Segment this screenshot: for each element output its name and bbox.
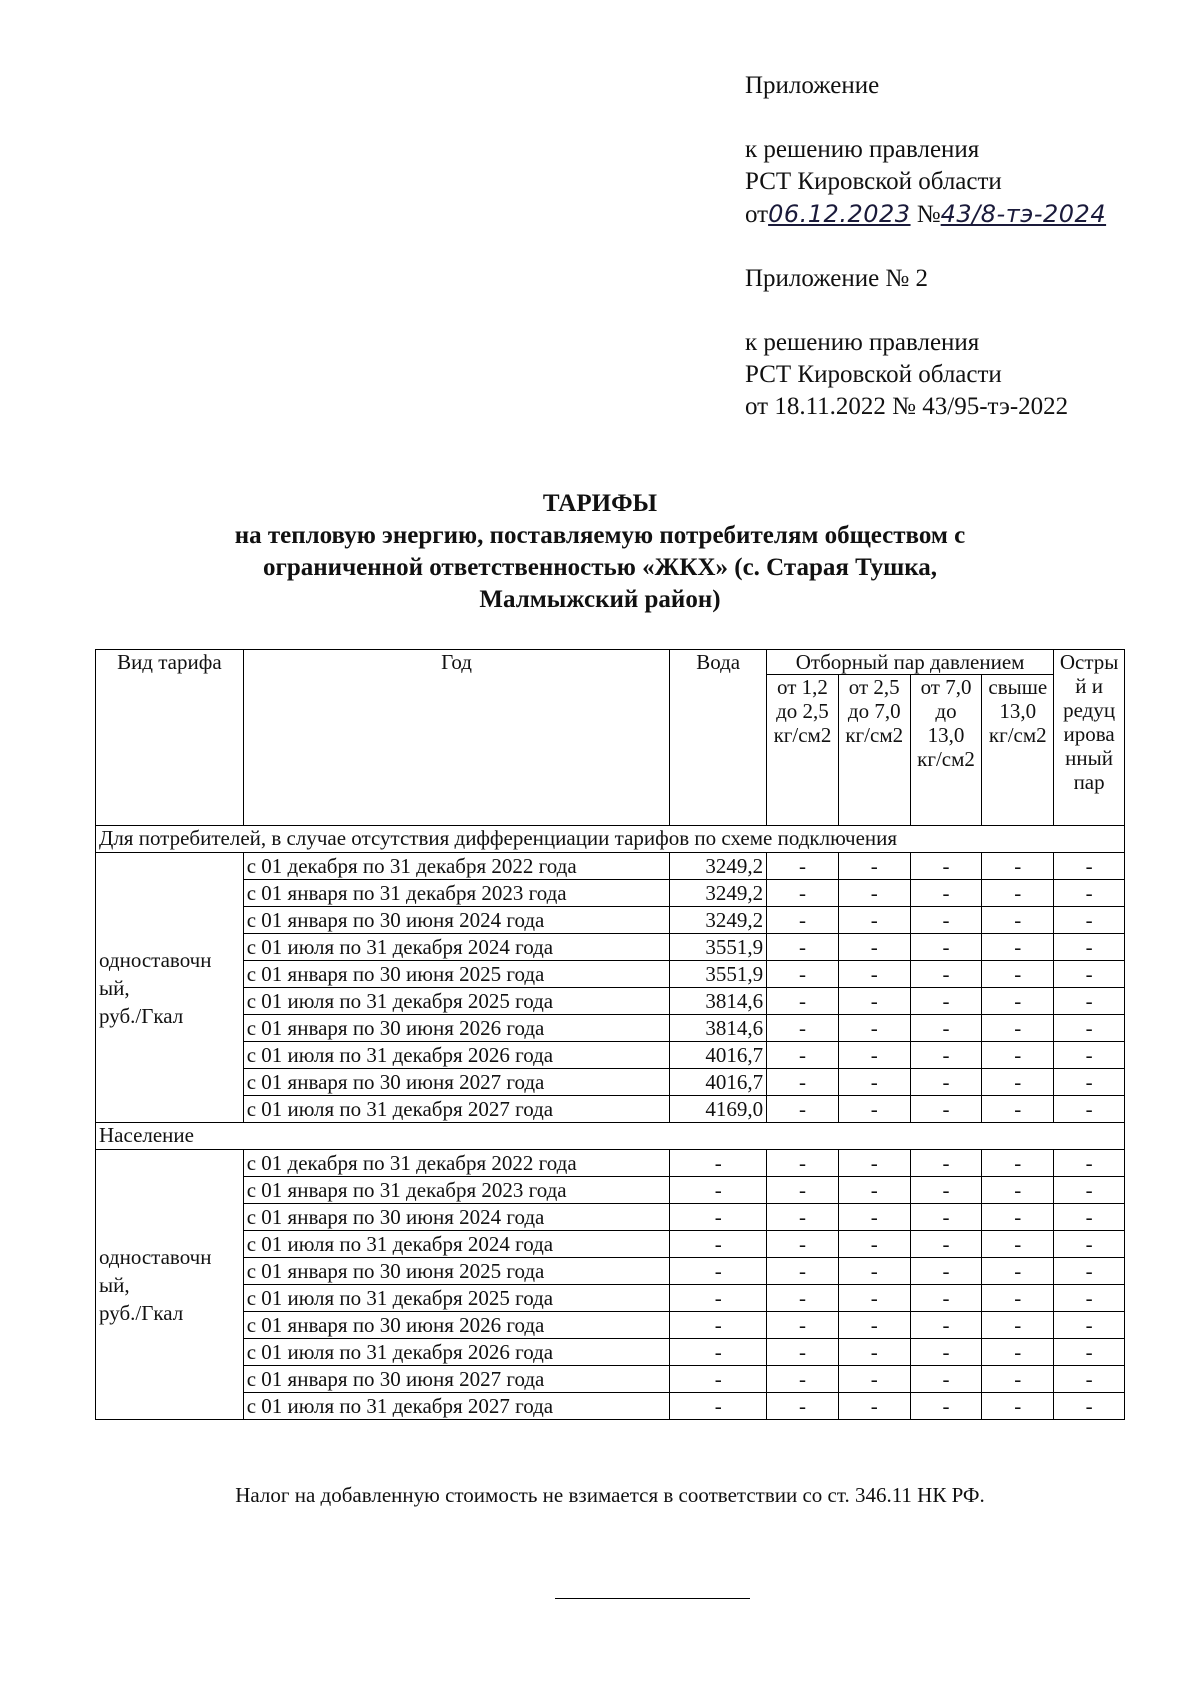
pressure-4-cell: -: [982, 961, 1054, 988]
pressure-3-cell: -: [910, 1231, 982, 1258]
pressure-1-cell: -: [767, 1366, 839, 1393]
water-cell: -: [670, 1366, 767, 1393]
section-all-consumers: [96, 826, 1125, 1123]
pressure-3-cell: -: [910, 961, 982, 988]
sharp-steam-cell: -: [1054, 1150, 1125, 1177]
sharp-steam-cell: -: [1054, 1204, 1125, 1231]
title-line-3: Малмыжский район): [479, 586, 721, 613]
pressure-3-cell: -: [910, 1204, 982, 1231]
sharp-steam-cell: -: [1054, 1258, 1125, 1285]
authority-line-2: РСТ Кировской области: [745, 361, 1002, 388]
water-cell: 4169,0: [670, 1096, 767, 1123]
water-cell: -: [670, 1258, 767, 1285]
table-row: [96, 961, 1125, 988]
section-title: Население: [96, 1123, 1125, 1150]
pressure-1-cell: -: [767, 1312, 839, 1339]
pressure-2-cell: -: [838, 1339, 910, 1366]
table-row: [96, 1096, 1125, 1123]
pressure-3-cell: -: [910, 934, 982, 961]
water-cell: -: [670, 1177, 767, 1204]
pressure-3-cell: -: [910, 1285, 982, 1312]
period-cell: с 01 января по 30 июня 2024 года: [243, 1204, 670, 1231]
pressure-1-cell: -: [767, 880, 839, 907]
period-cell: с 01 июля по 31 декабря 2026 года: [243, 1339, 670, 1366]
pressure-1-cell: -: [767, 1339, 839, 1366]
pressure-4-cell: -: [982, 1204, 1054, 1231]
pressure-4-cell: -: [982, 1150, 1054, 1177]
table-row: [96, 1393, 1125, 1420]
sharp-steam-cell: -: [1054, 880, 1125, 907]
header-sharp-reduced-steam: Остры й и редуц ирова нный пар: [1054, 650, 1125, 826]
pressure-1-cell: -: [767, 1231, 839, 1258]
pressure-2-cell: -: [838, 1258, 910, 1285]
water-cell: -: [670, 1393, 767, 1420]
water-cell: -: [670, 1231, 767, 1258]
period-cell: с 01 января по 31 декабря 2023 года: [243, 1177, 670, 1204]
pressure-3-cell: -: [910, 1015, 982, 1042]
pressure-4-cell: -: [982, 1231, 1054, 1258]
header-tariff-kind: Вид тарифа: [96, 650, 244, 826]
handwritten-date: 06.12.2023: [768, 200, 911, 228]
pressure-2-cell: -: [838, 907, 910, 934]
pressure-2-cell: -: [838, 1015, 910, 1042]
pressure-4-cell: -: [982, 1096, 1054, 1123]
pressure-4-cell: -: [982, 934, 1054, 961]
pressure-4-cell: -: [982, 907, 1054, 934]
pressure-3-cell: -: [910, 1150, 982, 1177]
period-cell: с 01 июля по 31 декабря 2026 года: [243, 1042, 670, 1069]
pressure-2-cell: -: [838, 1393, 910, 1420]
pressure-4-cell: -: [982, 988, 1054, 1015]
sharp-steam-cell: -: [1054, 1231, 1125, 1258]
decision-date-line: [745, 198, 1185, 231]
period-cell: с 01 июля по 31 декабря 2024 года: [243, 934, 670, 961]
table-row: [96, 880, 1125, 907]
pressure-2-cell: -: [838, 1069, 910, 1096]
water-cell: 4016,7: [670, 1042, 767, 1069]
period-cell: с 01 января по 31 декабря 2023 года: [243, 880, 670, 907]
pressure-2-cell: -: [838, 934, 910, 961]
header-water: Вода: [670, 650, 767, 826]
period-cell: с 01 декабря по 31 декабря 2022 года: [243, 1150, 670, 1177]
period-cell: с 01 июля по 31 декабря 2024 года: [243, 1231, 670, 1258]
pressure-3-cell: -: [910, 1312, 982, 1339]
pressure-2-cell: -: [838, 880, 910, 907]
water-cell: 3814,6: [670, 1015, 767, 1042]
pressure-3-cell: -: [910, 1393, 982, 1420]
pressure-3-cell: -: [910, 1042, 982, 1069]
table-row: [96, 1285, 1125, 1312]
period-cell: с 01 января по 30 июня 2025 года: [243, 961, 670, 988]
pressure-1-cell: -: [767, 1204, 839, 1231]
pressure-1-cell: -: [767, 1069, 839, 1096]
pressure-2-cell: -: [838, 853, 910, 880]
pressure-4-cell: -: [982, 1177, 1054, 1204]
table-row: [96, 1366, 1125, 1393]
period-cell: с 01 июля по 31 декабря 2025 года: [243, 1285, 670, 1312]
table-row: [96, 1339, 1125, 1366]
appendix-2-label: Приложение № 2: [745, 265, 929, 292]
header-pressure-1: от 1,2 до 2,5 кг/см2: [767, 675, 839, 826]
pressure-3-cell: -: [910, 1258, 982, 1285]
pressure-4-cell: -: [982, 1042, 1054, 1069]
period-cell: с 01 декабря по 31 декабря 2022 года: [243, 853, 670, 880]
sharp-steam-cell: -: [1054, 853, 1125, 880]
sharp-steam-cell: -: [1054, 1015, 1125, 1042]
table-row: [96, 1015, 1125, 1042]
table-row: [96, 1069, 1125, 1096]
water-cell: 3551,9: [670, 934, 767, 961]
date-prefix: от: [745, 201, 769, 228]
table-row: [96, 1177, 1125, 1204]
tariff-kind-label: одноставочн ый, руб./Гкал: [96, 1150, 244, 1420]
pressure-3-cell: -: [910, 880, 982, 907]
pressure-4-cell: -: [982, 1339, 1054, 1366]
period-cell: с 01 января по 30 июня 2026 года: [243, 1015, 670, 1042]
pressure-4-cell: -: [982, 853, 1054, 880]
pressure-1-cell: -: [767, 1393, 839, 1420]
table-row: [96, 1258, 1125, 1285]
pressure-2-cell: -: [838, 1042, 910, 1069]
water-cell: -: [670, 1285, 767, 1312]
sharp-steam-cell: -: [1054, 1393, 1125, 1420]
period-cell: с 01 января по 30 июня 2027 года: [243, 1069, 670, 1096]
pressure-3-cell: -: [910, 853, 982, 880]
water-cell: 3249,2: [670, 880, 767, 907]
pressure-4-cell: -: [982, 1285, 1054, 1312]
sharp-steam-cell: -: [1054, 1366, 1125, 1393]
table-row: [96, 853, 1125, 880]
pressure-4-cell: -: [982, 1069, 1054, 1096]
sharp-steam-cell: -: [1054, 1285, 1125, 1312]
pressure-1-cell: -: [767, 1258, 839, 1285]
pressure-1-cell: -: [767, 934, 839, 961]
water-cell: -: [670, 1204, 767, 1231]
pressure-2-cell: -: [838, 1312, 910, 1339]
table-row: [96, 1042, 1125, 1069]
pressure-1-cell: -: [767, 1177, 839, 1204]
water-cell: -: [670, 1312, 767, 1339]
footer-rule: [555, 1598, 750, 1599]
pressure-4-cell: -: [982, 1258, 1054, 1285]
sharp-steam-cell: -: [1054, 907, 1125, 934]
pressure-2-cell: -: [838, 1177, 910, 1204]
header-pressure-4: свыше 13,0 кг/см2: [982, 675, 1054, 826]
tax-note: Налог на добавленную стоимость не взимается в соответствии со ст. 346.11 НК РФ.: [235, 1483, 985, 1507]
pressure-3-cell: -: [910, 1177, 982, 1204]
sharp-steam-cell: -: [1054, 934, 1125, 961]
pressure-2-cell: -: [838, 961, 910, 988]
table-row: [96, 1231, 1125, 1258]
table-row: [96, 1150, 1125, 1177]
period-cell: с 01 января по 30 июня 2025 года: [243, 1258, 670, 1285]
table-row: [96, 1204, 1125, 1231]
water-cell: 3249,2: [670, 853, 767, 880]
header-pressure-2: от 2,5 до 7,0 кг/см2: [838, 675, 910, 826]
pressure-1-cell: -: [767, 1285, 839, 1312]
period-cell: с 01 января по 30 июня 2027 года: [243, 1366, 670, 1393]
water-cell: -: [670, 1150, 767, 1177]
number-prefix: №: [916, 201, 941, 228]
sharp-steam-cell: -: [1054, 1069, 1125, 1096]
period-cell: с 01 января по 30 июня 2024 года: [243, 907, 670, 934]
water-cell: 3551,9: [670, 961, 767, 988]
period-cell: с 01 июля по 31 декабря 2027 года: [243, 1096, 670, 1123]
water-cell: -: [670, 1339, 767, 1366]
appendix-label: Приложение: [745, 72, 880, 99]
header-pressure-3: от 7,0 до 13,0 кг/см2: [910, 675, 982, 826]
period-cell: с 01 июля по 31 декабря 2027 года: [243, 1393, 670, 1420]
table-row: [96, 934, 1125, 961]
handwritten-number: 43/8-тэ-2024: [940, 200, 1107, 228]
section-population: [96, 1123, 1125, 1420]
header-year: Год: [243, 650, 670, 826]
pressure-4-cell: -: [982, 880, 1054, 907]
period-cell: с 01 июля по 31 декабря 2025 года: [243, 988, 670, 1015]
sharp-steam-cell: -: [1054, 1312, 1125, 1339]
header-selected-steam: Отборный пар давлением: [767, 650, 1054, 675]
decision-line-2: к решению правления: [745, 329, 980, 356]
pressure-1-cell: -: [767, 988, 839, 1015]
sharp-steam-cell: -: [1054, 988, 1125, 1015]
pressure-3-cell: -: [910, 1069, 982, 1096]
pressure-2-cell: -: [838, 1231, 910, 1258]
water-cell: 4016,7: [670, 1069, 767, 1096]
document-title: [130, 488, 1070, 616]
pressure-3-cell: -: [910, 1096, 982, 1123]
section-title: Для потребителей, в случае отсутствия дифференциации тарифов по схеме подключения: [96, 826, 1125, 853]
pressure-1-cell: -: [767, 961, 839, 988]
decision-line: к решению правления: [745, 136, 980, 163]
pressure-3-cell: -: [910, 1366, 982, 1393]
title-heading: ТАРИФЫ: [542, 490, 658, 517]
pressure-4-cell: -: [982, 1393, 1054, 1420]
tariffs-table: [95, 649, 1125, 1420]
sharp-steam-cell: -: [1054, 1096, 1125, 1123]
pressure-1-cell: -: [767, 1096, 839, 1123]
sharp-steam-cell: -: [1054, 961, 1125, 988]
pressure-1-cell: -: [767, 907, 839, 934]
pressure-1-cell: -: [767, 853, 839, 880]
pressure-4-cell: -: [982, 1015, 1054, 1042]
original-decision-ref: от 18.11.2022 № 43/95-тэ-2022: [745, 393, 1069, 420]
water-cell: 3814,6: [670, 988, 767, 1015]
table-row: [96, 907, 1125, 934]
tariff-kind-label: одноставочн ый, руб./Гкал: [96, 853, 244, 1123]
pressure-3-cell: -: [910, 1339, 982, 1366]
pressure-1-cell: -: [767, 1015, 839, 1042]
authority-line: РСТ Кировской области: [745, 168, 1002, 195]
pressure-2-cell: -: [838, 1285, 910, 1312]
table-row: [96, 988, 1125, 1015]
pressure-4-cell: -: [982, 1366, 1054, 1393]
pressure-2-cell: -: [838, 988, 910, 1015]
period-cell: с 01 января по 30 июня 2026 года: [243, 1312, 670, 1339]
pressure-3-cell: -: [910, 907, 982, 934]
pressure-4-cell: -: [982, 1312, 1054, 1339]
sharp-steam-cell: -: [1054, 1042, 1125, 1069]
pressure-2-cell: -: [838, 1096, 910, 1123]
sharp-steam-cell: -: [1054, 1177, 1125, 1204]
pressure-2-cell: -: [838, 1150, 910, 1177]
pressure-3-cell: -: [910, 988, 982, 1015]
pressure-2-cell: -: [838, 1366, 910, 1393]
title-line-1: на тепловую энергию, поставляемую потребителям обществом с: [234, 522, 966, 549]
title-line-2: ограниченной ответственностью «ЖКХ» (с. Старая Тушка,: [263, 554, 937, 581]
pressure-1-cell: -: [767, 1150, 839, 1177]
appendix-header: [745, 70, 1185, 423]
table-row: [96, 1312, 1125, 1339]
pressure-2-cell: -: [838, 1204, 910, 1231]
water-cell: 3249,2: [670, 907, 767, 934]
sharp-steam-cell: -: [1054, 1339, 1125, 1366]
pressure-1-cell: -: [767, 1042, 839, 1069]
